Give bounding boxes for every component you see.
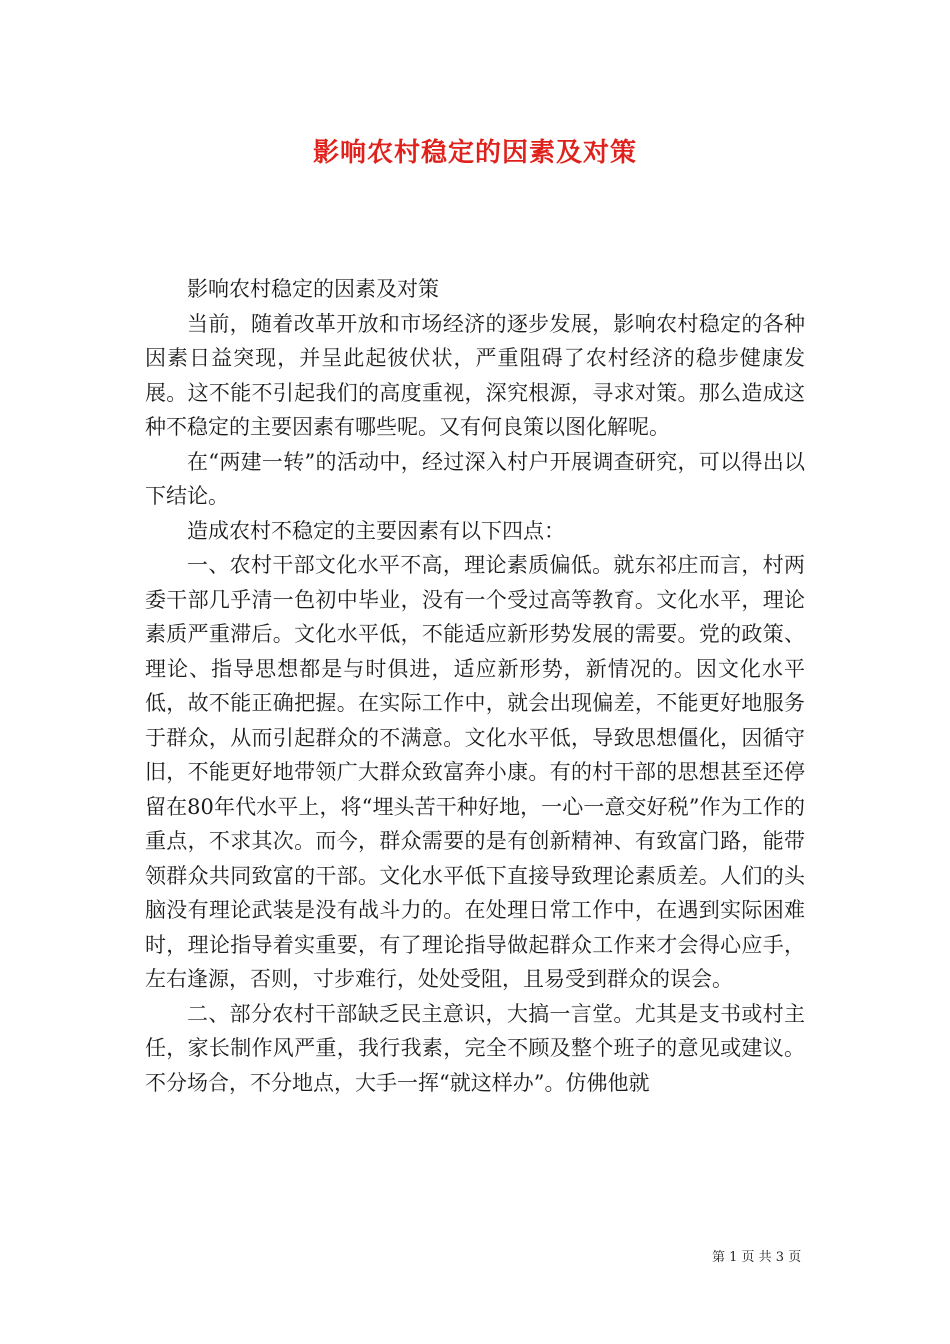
document-body — [145, 272, 805, 1100]
paragraph: 当前，随着改革开放和市场经济的逐步发展，影响农村稳定的各种因素日益突现，并呈此起彼伏状，严重阻碍了农村经济的稳步健康发展。这不能不引起我们的高度重视，深究根源，寻求对策。那么造成这种不稳定的主要因素有哪些呢。又有何良策以图化解呢。 — [145, 311, 805, 439]
paragraph: 在“两建一转”的活动中，经过深入村户开展调查研究，可以得出以下结论。 — [145, 449, 805, 508]
paragraph: 造成农村不稳定的主要因素有以下四点： — [187, 518, 565, 543]
page-footer: 第 1 页 共 3 页 — [712, 1250, 802, 1265]
paragraph: 影响农村稳定的因素及对策 — [187, 277, 439, 301]
page-title: 影响农村稳定的因素及对策 — [312, 138, 637, 168]
paragraph: 一、农村干部文化水平不高，理论素质偏低。就东祁庄而言，村两委干部几乎清一色初中毕业，没有一个受过高等教育。文化水平，理论素质严重滞后。文化水平低，不能适应新形势发展的需要。党的政策、理论、指导思想都是与时俱进，适应新形势，新情况的。因文化水平低，故不能正确把握。在实际工作中，就会出现偏差，不能更好地服务于群众，从而引起群众的不满意。文化水平低，导致思想僵化，因循守旧，不能更好地带领广大群众致富奔小康。有的村干部的思想甚至还停留在80年代水平上，将“埋头苦干种好地，一心一意交好税”作为工作的重点，不求其次。而今，群众需要的是有创新精神、有致富门路，能带领群众共同致富的干部。文化水平低下直接导致理论素质差。人们的头脑没有理论武装是没有战斗力的。在处理日常工作中，在遇到实际困难时，理论指导着实重要，有了理论指导做起群众工作来才会得心应手，左右逢源，否则，寸步难行，处处受阻，且易受到群众的误会。 — [145, 553, 805, 991]
paragraph: 二、部分农村干部缺乏民主意识，大搞一言堂。尤其是支书或村主任，家长制作风严重，我行我素，完全不顾及整个班子的意见或建议。不分场合，不分地点，大手一挥“就这样办”。仿佛他就 — [145, 1001, 805, 1095]
